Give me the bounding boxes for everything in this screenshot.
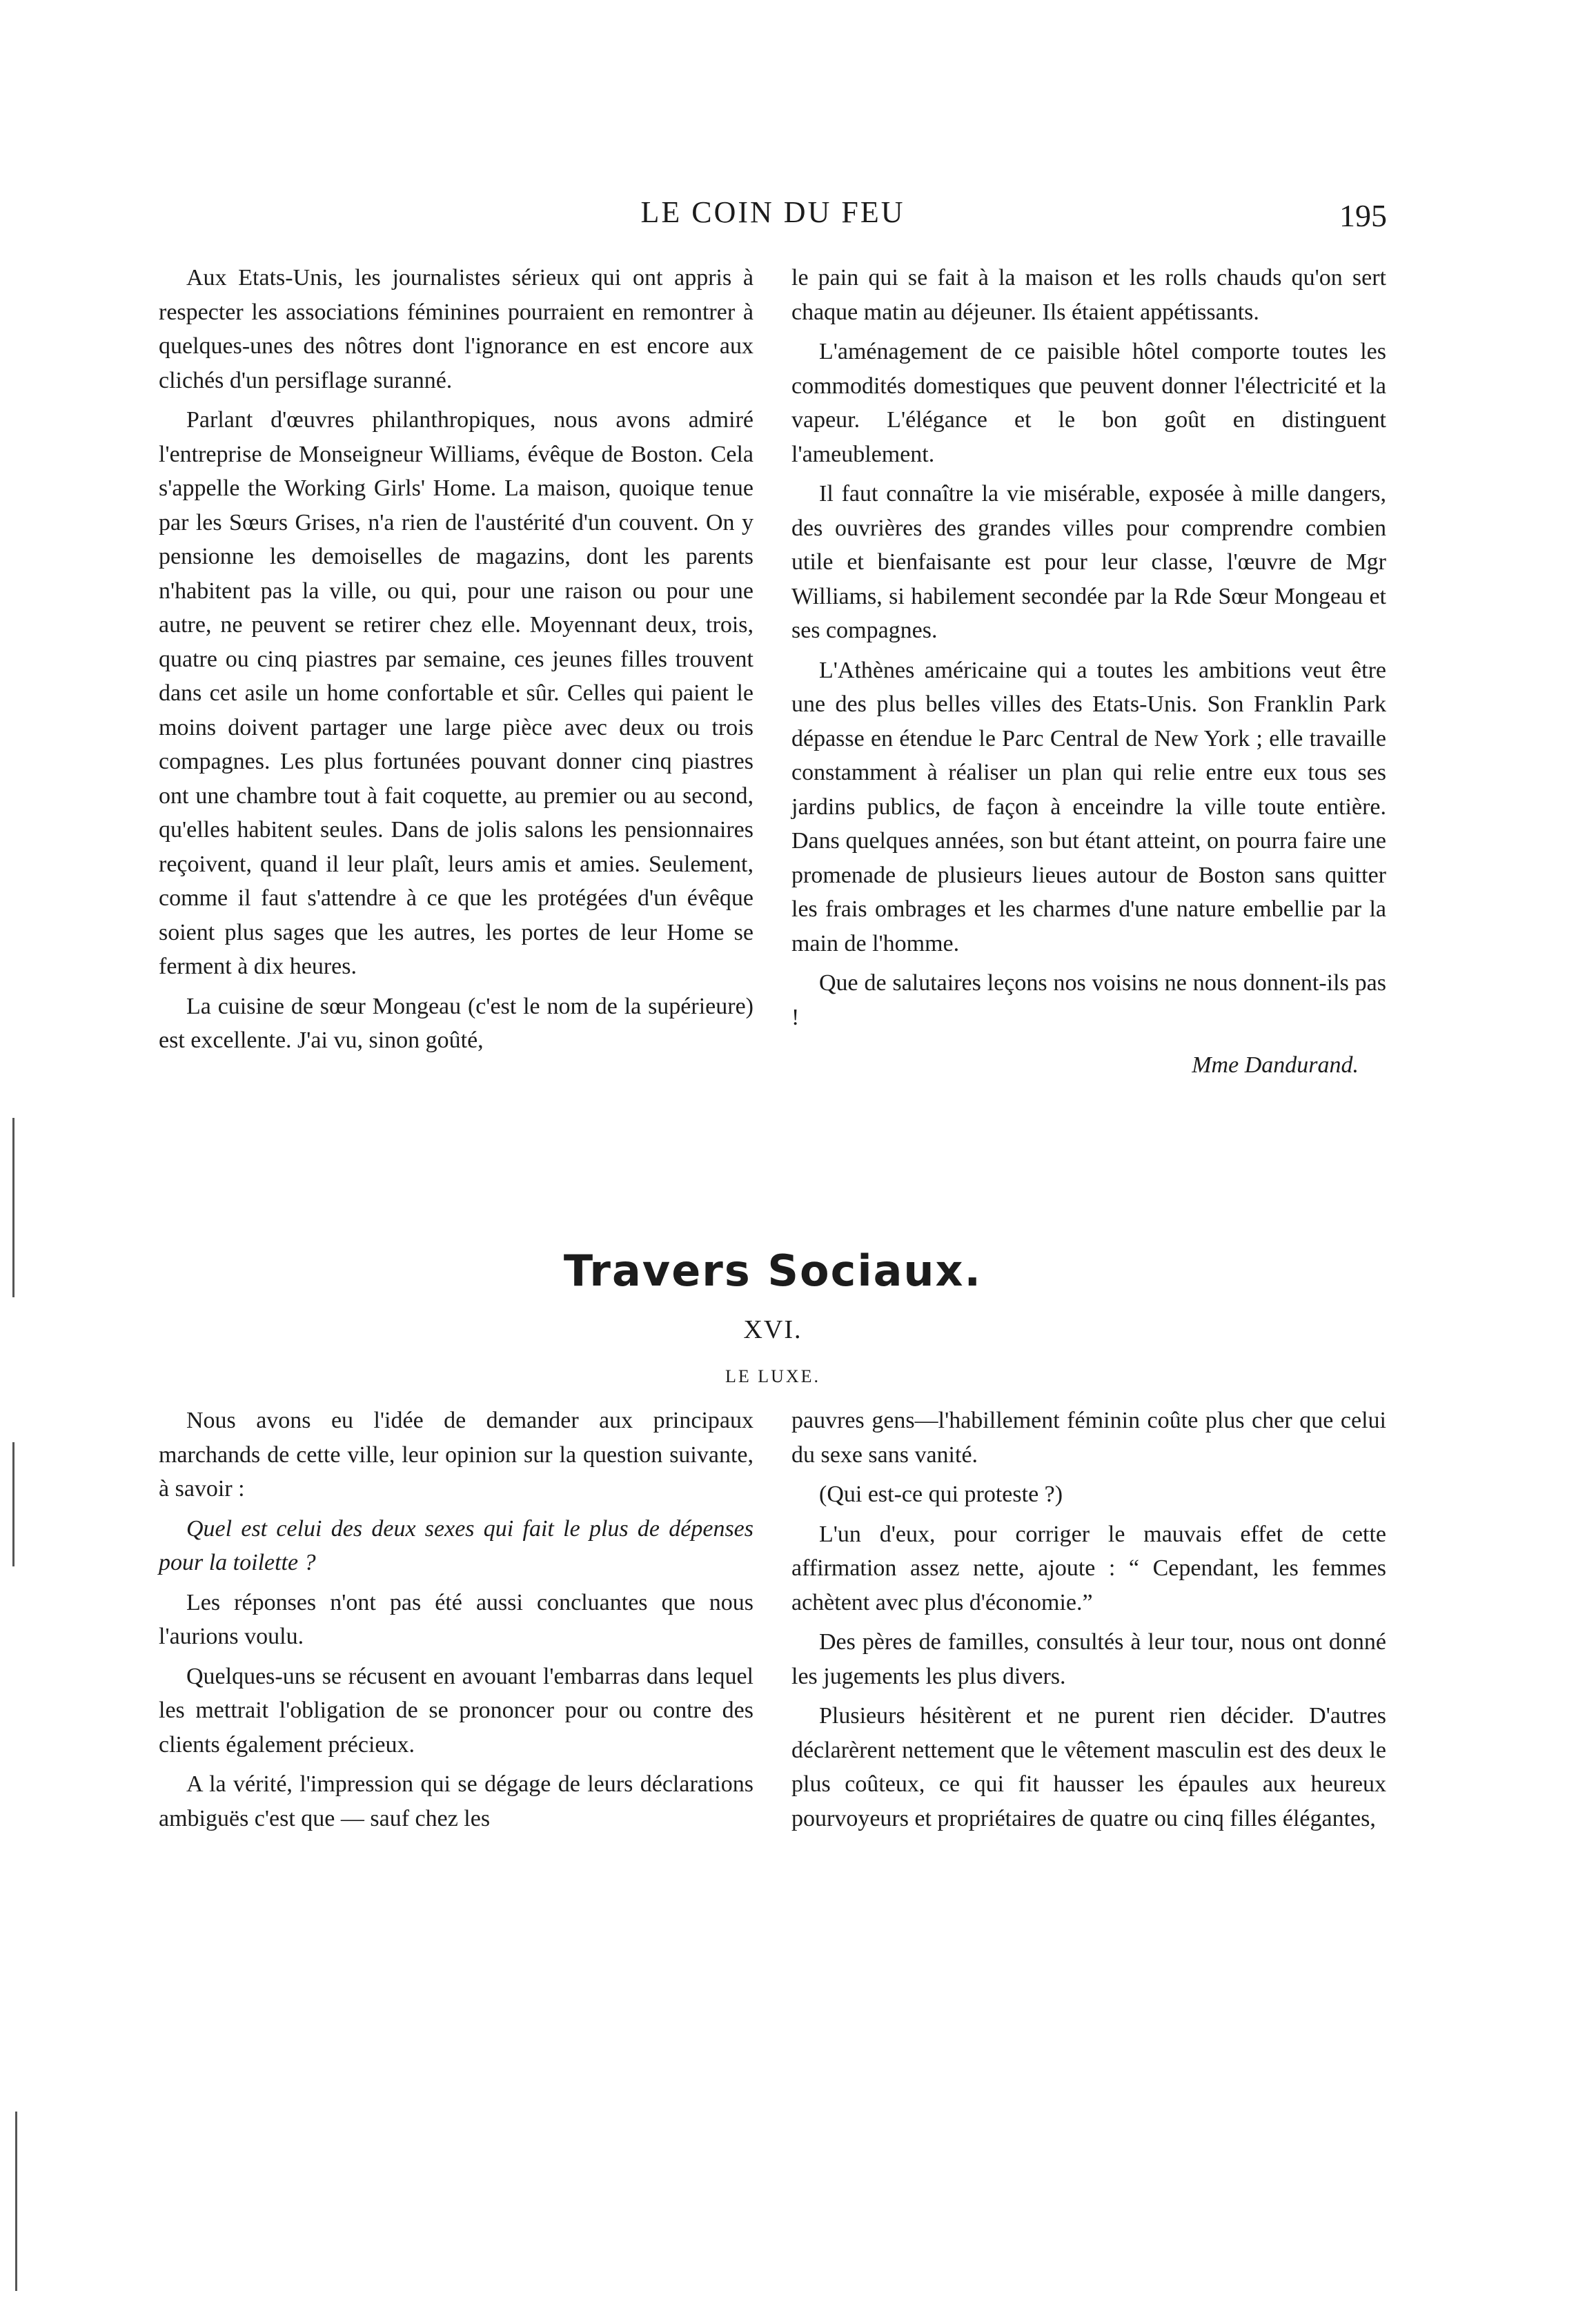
scan-edge-mark	[15, 2112, 17, 2291]
article-column-right	[791, 261, 1386, 1088]
section-subtitle: LE LUXE.	[725, 1366, 821, 1386]
scan-edge-mark	[12, 1442, 14, 1566]
paragraph: Que de salutaires leçons nos voisins ne nous donnent-ils pas !	[791, 970, 1386, 1030]
paragraph: Nous avons eu l'idée de demander aux principaux marchands de cette ville, leur opinion sur la question suivante, à savoir :	[159, 1408, 753, 1502]
paragraph: Il faut connaître la vie misérable, exposée à mille dangers, des ouvrières des grandes villes pour comprendre combien utile et bienfaisante est pour leur classe, l'œuvre de Mgr Williams, si habilement secondée par la Rde Sœur Mongeau et ses compagnes.	[791, 481, 1386, 643]
paragraph: Quelques-uns se récusent en avouant l'embarras dans lequel les mettrait l'obligation de se prononcer pour ou contre des clients également précieux.	[159, 1663, 753, 1758]
page-header	[159, 195, 1387, 236]
paragraph: L'un d'eux, pour corriger le mauvais effet de cette affirmation assez nette, ajoute : “ Cependant, les femmes achètent avec plus d'économie.”	[791, 1521, 1386, 1615]
running-title: LE COIN DU FEU	[640, 195, 905, 229]
paragraph: L'aménagement de ce paisible hôtel comporte toutes les commodités domestiques que peuvent donner l'électricité et la vapeur. L'élégance et le bon goût en distinguent l'ameublement.	[791, 339, 1386, 467]
paragraph: Les réponses n'ont pas été aussi concluantes que nous l'aurions voulu.	[159, 1589, 753, 1649]
paragraph: Parlant d'œuvres philanthropiques, nous avons admiré l'entreprise de Monseigneur Williams, évêque de Boston. Cela s'appelle the Working Girls' Home. La maison, quoique tenue par les Sœurs Grises, n'a rien de l'austérité d'un couvent. On y pensionne les demoiselles de magazins, dont les parents n'habitent pas la ville, ou qui, pour une raison ou pour une autre, ne peuvent se retirer chez elle. Moyennant deux, trois, quatre ou cinq piastres par semaine, ces jeunes filles trouvent dans cet asile un home confortable et sûr. Celles qui paient le moins doivent partager une large pièce avec deux ou trois compagnes. Les plus fortunées pouvant donner cinq piastres ont une chambre tout à fait coquette, au premier ou au second, qu'elles habitent seules. Dans de jolis salons les pensionnaires reçoivent, quand il leur plaît, leurs amis et amies. Seulement, comme il faut s'attendre à ce que les protégées d'un évêque soient plus sages que les autres, les portes de leur Home se ferment à dix heures.	[159, 407, 753, 979]
paragraph: le pain qui se fait à la maison et les rolls chauds qu'on sert chaque matin au déjeuner. Ils étaient appétissants.	[791, 265, 1386, 325]
paragraph: A la vérité, l'impression qui se dégage de leurs déclarations ambiguës c'est que — sauf chez les	[159, 1771, 753, 1831]
author-signature: Mme Dandurand.	[1192, 1052, 1359, 1078]
article-column-left	[159, 261, 753, 1063]
section-title: Travers Sociaux.	[563, 1246, 983, 1296]
paragraph: La cuisine de sœur Mongeau (c'est le nom de la supérieure) est excellente. J'ai vu, sinon goûté,	[159, 993, 753, 1053]
survey-question: Quel est celui des deux sexes qui fait le plus de dépenses pour la toilette ?	[159, 1515, 753, 1575]
paragraph: Plusieurs hésitèrent et ne purent rien décider. D'autres déclarèrent nettement que le vêtement masculin est des deux le plus coûteux, ce qui fit hausser les épaules aux heureux pourvoyeurs et propriétaires de quatre ou cinq filles élégantes,	[791, 1703, 1386, 1831]
paragraph: L'Athènes américaine qui a toutes les ambitions veut être une des plus belles villes des Etats-Unis. Son Franklin Park dépasse en étendue le Parc Central de New York ; elle travaille constamment à réaliser un plan qui relie entre eux tous ses jardins publics, de façon à enceindre la ville toute entière. Dans quelques années, son but étant atteint, on pourra faire une promenade de plusieurs lieues autour de Boston sans quitter les frais ombrages et les charmes d'une nature embellie par la main de l'homme.	[791, 657, 1386, 956]
paragraph: (Qui est-ce qui proteste ?)	[819, 1482, 1063, 1507]
paragraph: pauvres gens—l'habillement féminin coûte plus cher que celui du sexe sans vanité.	[791, 1408, 1386, 1468]
section-column-right	[791, 1404, 1386, 1841]
section-number: XVI.	[743, 1315, 802, 1344]
page-number: 195	[1339, 198, 1387, 233]
scan-edge-mark	[12, 1118, 14, 1297]
paragraph: Des pères de familles, consultés à leur tour, nous ont donné les jugements les plus divers.	[791, 1629, 1386, 1689]
paragraph: Aux Etats-Unis, les journalistes sérieux qui ont appris à respecter les associations féminines pourraient en remontrer à quelques-unes des nôtres dont l'ignorance en est encore aux clichés d'un persiflage suranné.	[159, 265, 753, 393]
section-column-left	[159, 1404, 753, 1841]
